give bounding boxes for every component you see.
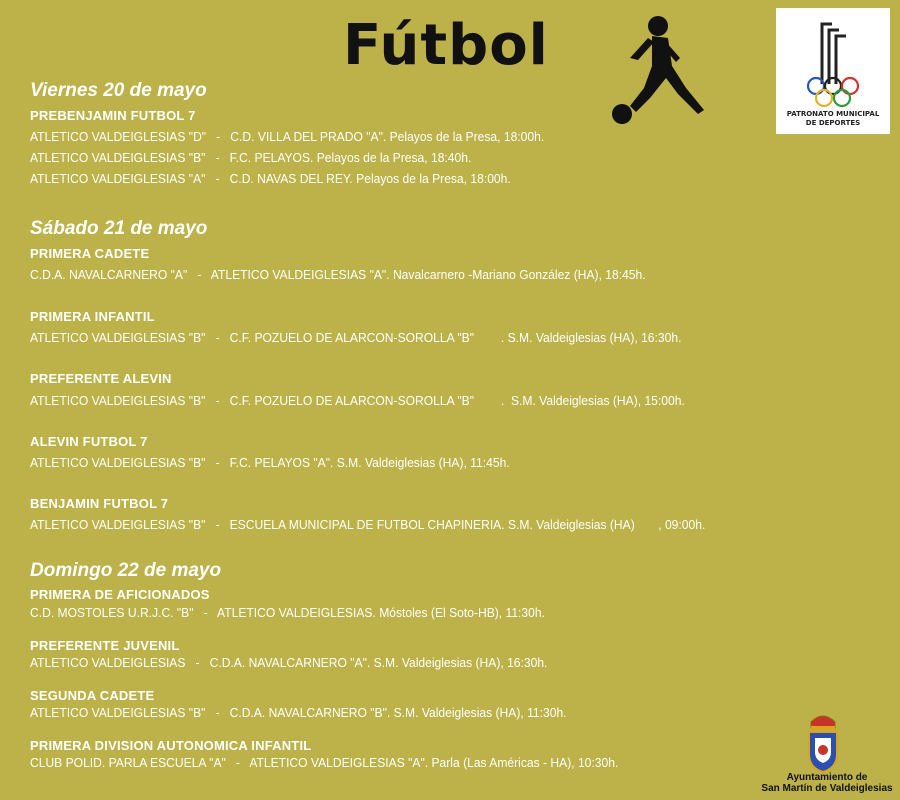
match-row: ATLETICO VALDEIGLESIAS "B" - C.F. POZUELO DE ALARCON-SOROLLA "B" . S.M. Valdeiglesias (HA), 16:30h. bbox=[30, 330, 682, 345]
match-row: ATLETICO VALDEIGLESIAS "B" - ESCUELA MUNICIPAL DE FUTBOL CHAPINERIA. S.M. Valdeiglesias (HA) , 09:00h. bbox=[30, 517, 706, 532]
day-heading: Domingo 22 de mayo bbox=[30, 560, 222, 581]
logo-text-line1: PATRONATO MUNICIPAL bbox=[786, 110, 880, 118]
footer-line2: San Martín de Valdeiglesias bbox=[761, 783, 893, 794]
footer-line1: Ayuntamiento de bbox=[786, 772, 868, 783]
category-heading: PRIMERA INFANTIL bbox=[30, 309, 155, 324]
day-heading: Sábado 21 de mayo bbox=[30, 218, 208, 239]
category-heading: PRIMERA CADETE bbox=[30, 246, 150, 261]
category-heading: ALEVIN FUTBOL 7 bbox=[30, 434, 148, 449]
match-row: ATLETICO VALDEIGLESIAS "B" - C.F. POZUELO DE ALARCON-SOROLLA "B" . S.M. Valdeiglesias (HA), 15:00h. bbox=[30, 393, 685, 408]
soccer-player-icon bbox=[608, 14, 712, 130]
match-row: ATLETICO VALDEIGLESIAS "D" - C.D. VILLA DEL PRADO "A". Pelayos de la Presa, 18:00h. bbox=[30, 129, 545, 144]
category-heading: PREBENJAMIN FUTBOL 7 bbox=[30, 108, 196, 123]
category-heading: PREFERENTE ALEVIN bbox=[30, 371, 172, 386]
municipal-crest-icon bbox=[804, 708, 842, 776]
category-heading: PRIMERA DE AFICIONADOS bbox=[30, 587, 210, 602]
match-row: ATLETICO VALDEIGLESIAS - C.D.A. NAVALCARNERO "A". S.M. Valdeiglesias (HA), 16:30h. bbox=[30, 655, 548, 670]
match-row: C.D.A. NAVALCARNERO "A" - ATLETICO VALDEIGLESIAS "A". Navalcarnero -Mariano González (HA), 18:45h. bbox=[30, 267, 646, 282]
category-heading: BENJAMIN FUTBOL 7 bbox=[30, 496, 169, 511]
match-row: CLUB POLID. PARLA ESCUELA "A" - ATLETICO VALDEIGLESIAS "A". Parla (Las Américas - HA), 10:30h. bbox=[30, 755, 619, 770]
match-row: ATLETICO VALDEIGLESIAS "B" - F.C. PELAYOS. Pelayos de la Presa, 18:40h. bbox=[30, 150, 472, 165]
category-heading: PREFERENTE JUVENIL bbox=[30, 638, 180, 653]
page-title: Fútbol bbox=[343, 13, 549, 78]
match-row: ATLETICO VALDEIGLESIAS "B" - F.C. PELAYOS "A". S.M. Valdeiglesias (HA), 11:45h. bbox=[30, 455, 510, 470]
match-row: ATLETICO VALDEIGLESIAS "A" - C.D. NAVAS DEL REY. Pelayos de la Presa, 18:00h. bbox=[30, 171, 511, 186]
logo-text-line2: DE DEPORTES bbox=[805, 119, 861, 127]
day-heading: Viernes 20 de mayo bbox=[30, 80, 207, 101]
category-heading: SEGUNDA CADETE bbox=[30, 688, 155, 703]
patronato-logo bbox=[776, 8, 890, 134]
category-heading: PRIMERA DIVISION AUTONOMICA INFANTIL bbox=[30, 738, 312, 753]
match-row: ATLETICO VALDEIGLESIAS "B" - C.D.A. NAVALCARNERO "B". S.M. Valdeiglesias (HA), 11:30h. bbox=[30, 705, 567, 720]
match-row: C.D. MOSTOLES U.R.J.C. "B" - ATLETICO VALDEIGLESIAS. Móstoles (El Soto-HB), 11:30h. bbox=[30, 605, 545, 620]
